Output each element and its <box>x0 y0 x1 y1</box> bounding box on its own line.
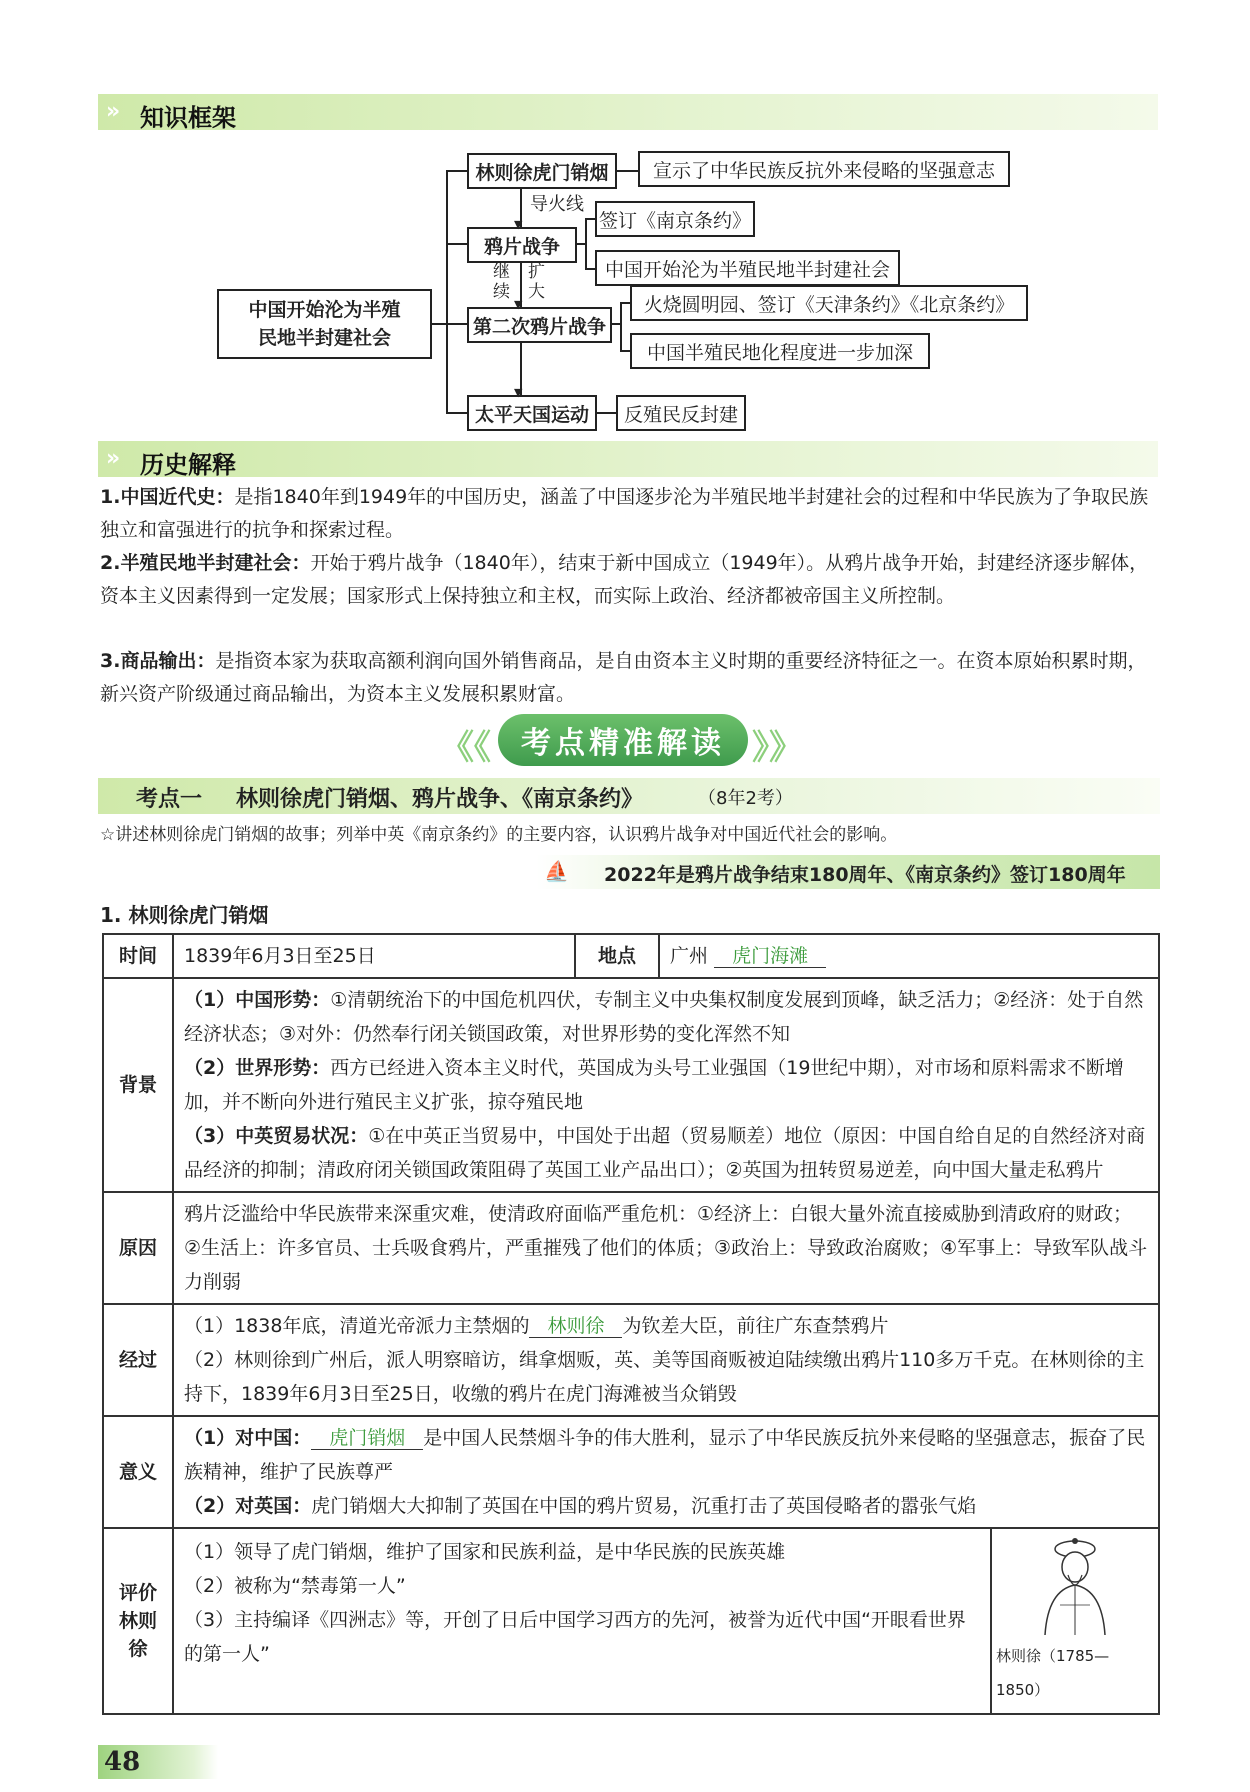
chevron-icon: » <box>106 99 121 124</box>
node-opium-war: 鸦片战争 <box>467 227 577 263</box>
branch-2 <box>446 243 468 245</box>
process-item-1 <box>184 1309 1148 1343</box>
trunk-line <box>446 170 448 414</box>
result-yuanmingyuan: 火烧圆明园、签订《天津条约》《北京条约》 <box>630 285 1028 321</box>
meaning-head: （2）对英国： <box>184 1495 312 1517</box>
history-item-3 <box>100 645 1160 711</box>
arrow-head-2: ▼ <box>514 298 523 311</box>
history-item-text: 是指1840年到1949年的中国历史，涵盖了中国逐步沦为半殖民地半封建社会的过程和中华民族为了争取民族独立和富强进行的抗争和探索过程。 <box>100 486 1149 541</box>
link-continue: 继续 <box>493 262 510 302</box>
table-row <box>103 1192 1159 1304</box>
sub-title: 1. 林则徐虎门销烟 <box>100 903 269 927</box>
bg-text: ①清朝统治下的中国危机四伏，专制主义中央集权制度发展到顶峰，缺乏活力；②经济：处于自然经济状态；③对外：仍然奉行闭关锁国政策，对世界形势的变化浑然不知 <box>184 989 1144 1045</box>
framework-section-bar <box>98 94 1158 130</box>
meaning-head: （1）对中国： <box>184 1427 312 1449</box>
history-item-2 <box>100 547 1160 613</box>
background-item-2 <box>184 1051 1148 1119</box>
bg-text: ①在中英正当贸易中，中国处于出超（贸易顺差）地位（原因：中国自给自足的自然经济对商品经济的抑制；清政府闭关锁国政策阻碍了英国工业产品出口）；②英国为扭转贸易逆差，向中国大量走私鸦片 <box>184 1125 1146 1181</box>
history-item-num: 3. <box>100 650 121 672</box>
lin-zexu-portrait <box>1030 1535 1120 1635</box>
kaodian-requirement: ☆讲述林则徐虎门销烟的故事；列举中英《南京条约》的主要内容，认识鸦片战争对中国近代社会的影响。 <box>100 825 898 845</box>
kaodian-frequency: （8年2考） <box>698 788 793 809</box>
history-item-num: 1. <box>100 486 121 508</box>
branch-3 <box>446 323 468 325</box>
evaluation-text <box>174 1529 990 1713</box>
conn-r3-v <box>620 302 622 352</box>
node-humen: 林则徐虎门销烟 <box>467 153 617 189</box>
process-text: （1）1838年底，清道光帝派力主禁烟的 <box>184 1315 530 1337</box>
meaning-fill-answer: 虎门销烟 <box>311 1427 423 1450</box>
portrait-caption: 林则徐（1785—1850） <box>996 1647 1110 1699</box>
anniversary-bar <box>536 855 1160 889</box>
arrow-head-1: ▼ <box>514 218 523 231</box>
meaning-content <box>173 1416 1159 1528</box>
evaluation-item: （1）领导了虎门销烟，维护了国家和民族利益，是中华民族的民族英雄 <box>184 1541 786 1563</box>
kaodian-bar <box>98 778 1160 814</box>
branch-1 <box>446 170 468 172</box>
branch-4 <box>446 412 468 414</box>
history-item-num: 2. <box>100 552 121 574</box>
history-item-1 <box>100 481 1160 547</box>
evaluation-item: （3）主持编译《四洲志》等，开创了日后中国学习西方的先河，被誉为近代中国“开眼看世界的第一人” <box>184 1609 966 1665</box>
table-row <box>103 1528 1159 1714</box>
meaning-label: 意义 <box>103 1416 173 1528</box>
evaluation-item: （2）被称为“禁毒第一人” <box>184 1575 406 1597</box>
link-fuse: 导火线 <box>530 194 584 215</box>
background-item-1 <box>184 983 1148 1051</box>
bg-head: （3）中英贸易状况： <box>184 1125 369 1147</box>
conn-r1 <box>617 170 639 172</box>
bg-head: （2）世界形势： <box>184 1057 331 1079</box>
exam-banner <box>440 714 810 766</box>
chevron-icon: » <box>106 446 121 471</box>
double-chevron-right-icon: 》》 <box>752 728 803 768</box>
history-item-text: 是指资本家为获取高额利润向国外销售商品，是自由资本主义时期的重要经济特征之一。在资本原始积累时期，新兴资产阶级通过商品输出，为资本主义发展积累财富。 <box>100 650 1147 705</box>
arrow-head-3: ▼ <box>514 386 523 399</box>
place-value <box>659 934 1159 978</box>
conn-r2-v <box>585 218 587 270</box>
kaodian-title: 林则徐虎门销烟、鸦片战争、《南京条约》 <box>236 787 644 812</box>
meaning-item-1 <box>184 1421 1148 1489</box>
process-label: 经过 <box>103 1304 173 1416</box>
background-item-3 <box>184 1119 1148 1187</box>
evaluation-label: 评价林则徐 <box>103 1528 173 1714</box>
background-label: 背景 <box>103 978 173 1192</box>
process-fill-answer: 林则徐 <box>529 1315 622 1338</box>
history-section-title: 历史解释 <box>140 451 236 479</box>
meaning-item-2 <box>184 1489 1148 1523</box>
history-item-term: 半殖民地半封建社会： <box>120 552 311 574</box>
background-content <box>173 978 1159 1192</box>
double-chevron-left-icon: 《《 <box>440 728 491 768</box>
result-nanjing: 签订《南京条约》 <box>595 201 755 237</box>
bg-text: 西方已经进入资本主义时代，英国成为头号工业强国（19世纪中期），对市场和原料需求不断增加，并不断向外进行殖民主义扩张，掠夺殖民地 <box>184 1057 1124 1113</box>
place-label: 地点 <box>575 934 659 978</box>
time-value: 1839年6月3日至25日 <box>173 934 575 978</box>
table-row <box>103 978 1159 1192</box>
kaodian-label: 考点一 <box>136 787 203 812</box>
table-row <box>103 1304 1159 1416</box>
result-deepen: 中国半殖民地化程度进一步加深 <box>630 333 930 369</box>
process-content <box>173 1304 1159 1416</box>
table-row <box>103 934 1159 978</box>
portrait-cell <box>990 1529 1158 1713</box>
process-item-2: （2）林则徐到广州后，派人明察暗访，缉拿烟贩，英、美等国商贩被迫陆续缴出鸦片110多万千克。在林则徐的主持下，1839年6月3日至25日，收缴的鸦片在虎门海滩被当众销毁 <box>184 1349 1145 1405</box>
humen-table <box>102 933 1160 1715</box>
history-item-text: 开始于鸦片战争（1840年），结束于新中国成立（1949年）。从鸦片战争开始，封建经济逐步解体，资本主义因素得到一定发展；国家形式上保持独立和主权，而实际上政治、经济都被帝国主义所控制。 <box>100 552 1149 607</box>
place-fill-answer: 虎门海滩 <box>714 945 826 968</box>
history-item-term: 中国近代史： <box>120 486 235 508</box>
sailboat-icon: ⛵ <box>544 859 569 883</box>
exam-banner-title: 考点精准解读 <box>498 714 748 766</box>
cause-label: 原因 <box>103 1192 173 1304</box>
framework-section-title: 知识框架 <box>140 104 236 132</box>
link-expand: 扩大 <box>528 262 545 302</box>
process-text: 为钦差大臣，前往广东查禁鸦片 <box>622 1315 889 1337</box>
node-second-opium-war: 第二次鸦片战争 <box>467 307 612 343</box>
history-item-term: 商品输出： <box>120 650 216 672</box>
table-row <box>103 1416 1159 1528</box>
framework-root: 中国开始沦为半殖民地半封建社会 <box>217 289 432 359</box>
evaluation-content <box>173 1528 1159 1714</box>
anniversary-text: 2022年是鸦片战争结束180周年、《南京条约》签订180周年 <box>604 864 1126 886</box>
cause-content: 鸦片泛滥给中华民族带来深重灾难，使清政府面临严重危机：①经济上：白银大量外流直接威胁到清政府的财政；②生活上：许多官员、士兵吸食鸦片，严重摧残了他们的体质；③政治上：导致政治腐败；④军事上：导致军队战斗力削弱 <box>173 1192 1159 1304</box>
result-taiping: 反殖民反封建 <box>616 395 746 431</box>
result-humen: 宣示了中华民族反抗外来侵略的坚强意志 <box>638 151 1010 187</box>
place-city: 广州 <box>670 945 709 967</box>
conn-r4 <box>597 412 617 414</box>
time-label: 时间 <box>103 934 173 978</box>
bg-head: （1）中国形势： <box>184 989 331 1011</box>
meaning-text: 是中国人民禁烟斗争的伟大胜利，显示了中华民族反抗外来侵略的坚强意志，振奋了民族精神，维护了民族尊严 <box>184 1427 1146 1483</box>
page-number-bar <box>98 1745 218 1779</box>
node-taiping: 太平天国运动 <box>467 395 597 431</box>
history-section-bar <box>98 441 1158 477</box>
meaning-text: 虎门销烟大大抑制了英国在中国的鸦片贸易，沉重打击了英国侵略者的嚣张气焰 <box>311 1495 977 1517</box>
page-number: 48 <box>104 1747 141 1777</box>
result-semicolonial: 中国开始沦为半殖民地半封建社会 <box>595 250 900 286</box>
